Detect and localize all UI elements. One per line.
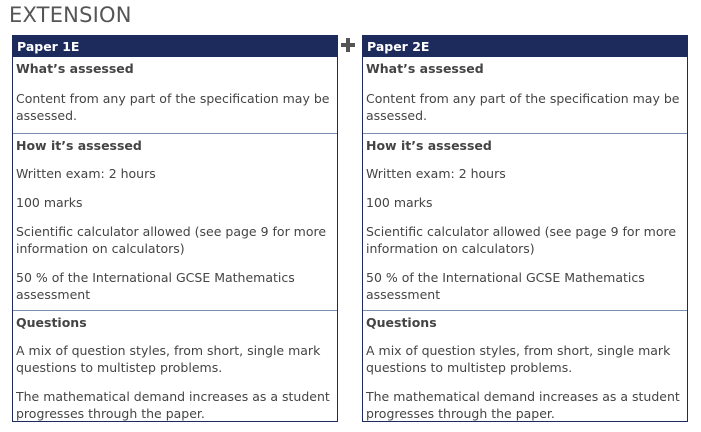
exam-duration: Written exam: 2 hours bbox=[16, 166, 156, 181]
questions-section bbox=[363, 310, 687, 425]
question-demand: The mathematical demand increases as a student progresses through the paper. bbox=[366, 389, 680, 421]
marks: 100 marks bbox=[366, 195, 433, 210]
how-assessed-section bbox=[363, 133, 687, 310]
paper-card-2e bbox=[362, 35, 688, 422]
weighting: 50 % of the International GCSE Mathematics assessment bbox=[366, 270, 645, 302]
exam-duration: Written exam: 2 hours bbox=[366, 166, 506, 181]
section-heading: What’s assessed bbox=[16, 61, 134, 76]
questions-section bbox=[13, 310, 337, 425]
weighting: 50 % of the International GCSE Mathematics assessment bbox=[16, 270, 295, 302]
section-heading: What’s assessed bbox=[366, 61, 484, 76]
section-heading: How it’s assessed bbox=[366, 138, 492, 153]
plus-icon bbox=[340, 37, 357, 54]
calculator-info: Scientific calculator allowed (see page 9 for more information on calculators) bbox=[16, 224, 327, 256]
paper-header: Paper 1E bbox=[13, 36, 337, 57]
question-style: A mix of question styles, from short, single mark questions to multistep problems. bbox=[16, 343, 321, 375]
whats-assessed-section bbox=[13, 61, 337, 133]
question-style: A mix of question styles, from short, single mark questions to multistep problems. bbox=[366, 343, 671, 375]
whats-assessed-section bbox=[363, 61, 687, 133]
how-assessed-section bbox=[13, 133, 337, 310]
calculator-info: Scientific calculator allowed (see page 9 for more information on calculators) bbox=[366, 224, 677, 256]
paper-header: Paper 2E bbox=[363, 36, 687, 57]
question-demand: The mathematical demand increases as a student progresses through the paper. bbox=[16, 389, 330, 421]
section-text: Content from any part of the specification may be assessed. bbox=[16, 91, 330, 123]
section-text: Content from any part of the specification may be assessed. bbox=[366, 91, 680, 123]
section-heading: Questions bbox=[16, 315, 87, 330]
section-heading: How it’s assessed bbox=[16, 138, 142, 153]
marks: 100 marks bbox=[16, 195, 83, 210]
paper-card-1e bbox=[12, 35, 338, 422]
page-title: EXTENSION bbox=[9, 3, 132, 27]
section-heading: Questions bbox=[366, 315, 437, 330]
